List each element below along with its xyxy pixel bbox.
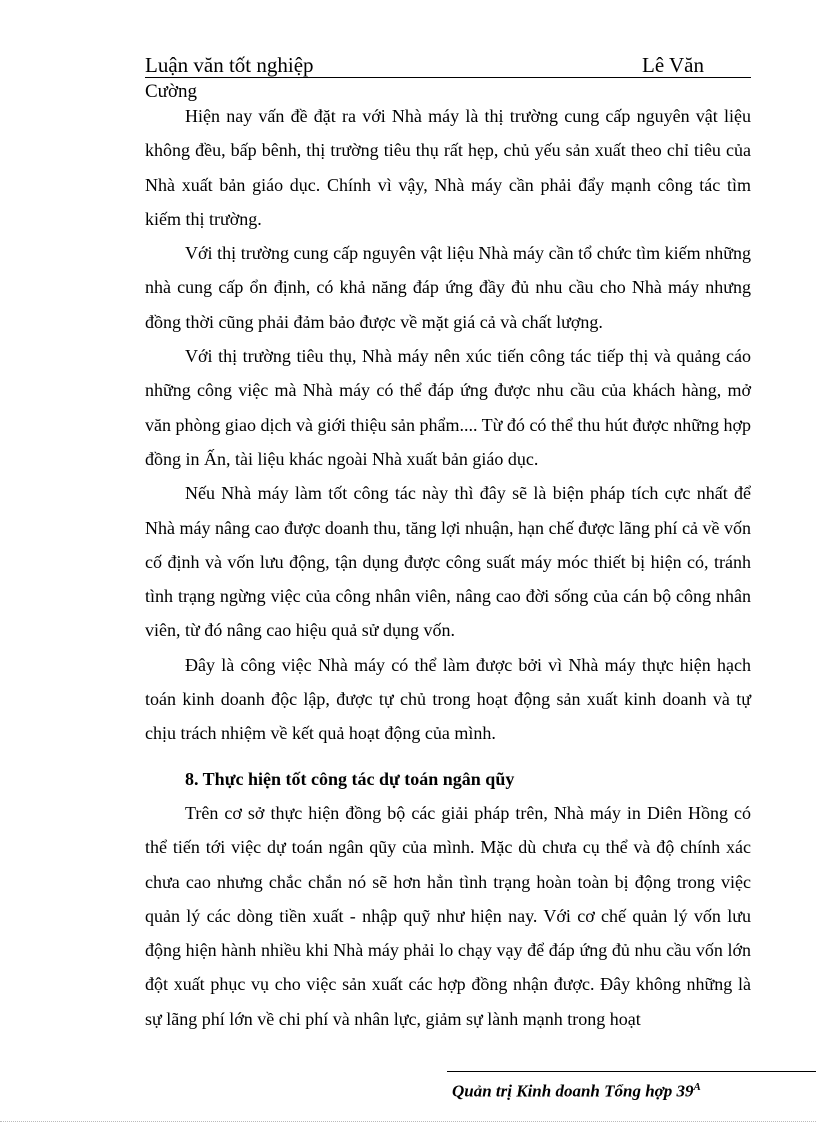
header-author-wrap: Cường xyxy=(145,81,198,102)
footer-superscript: A xyxy=(693,1081,701,1093)
footer-rule xyxy=(447,1071,816,1072)
footer-text xyxy=(452,1076,701,1103)
paragraph-4: Nếu Nhà máy làm tốt công tác này thì đây sẽ là biện pháp tích cực nhất để Nhà máy nâng cao được doanh thu, tăng lợi nhuận, hạn chế được lãng phí cả về vốn cố định và vốn lưu động, tận dụng được công suất máy móc thiết bị hiện có, tránh tình trạng ngừng việc của công nhân viên, nâng cao đời sống của cán bộ công nhân viên, từ đó nâng cao hiệu quả sử dụng vốn. xyxy=(145,483,751,641)
header-title: Luận văn tốt nghiệp xyxy=(145,53,314,77)
paragraph-5: Đây là công việc Nhà máy có thể làm được bởi vì Nhà máy thực hiện hạch toán kinh doanh độc lập, được tự chủ trong hoạt động sản xuất kinh doanh và tự chịu trách nhiệm về kết quả hoạt động của mình. xyxy=(145,654,751,744)
section-heading: 8. Thực hiện tốt công tác dự toán ngân qũy xyxy=(185,768,515,789)
body-text xyxy=(145,99,751,1036)
paragraph-2: Với thị trường cung cấp nguyên vật liệu Nhà máy cần tổ chức tìm kiếm những nhà cung cấp ổn định, có khả năng đáp ứng đầy đủ nhu cầu cho Nhà máy nhưng đồng thời cũng phải đảm bảo được về mặt giá cả và chất lượng. xyxy=(145,243,751,332)
paragraph-1: Hiện nay vấn đề đặt ra với Nhà máy là thị trường cung cấp nguyên vật liệu không đều, bấp bênh, thị trường tiêu thụ rất hẹp, chủ yếu sản xuất theo chỉ tiêu của Nhà xuất bản giáo dục. Chính vì vậy, Nhà máy cần phải đẩy mạnh công tác tìm kiếm thị trường. xyxy=(145,106,751,229)
header-author: Lê Văn xyxy=(642,53,705,77)
header-rule xyxy=(145,77,751,78)
section-paragraph: Trên cơ sở thực hiện đồng bộ các giải pháp trên, Nhà máy in Diên Hồng có thể tiến tới việc dự toán ngân qũy của mình. Mặc dù chưa cụ thể và độ chính xác chưa cao nhưng chắc chắn nó sẽ hơn hẳn tình trạng hoàn toàn bị động trong việc quản lý các dòng tiền xuất - nhập quỹ như hiện nay. Với cơ chế quản lý vốn lưu động hiện hành nhiều khi Nhà máy phải lo chạy vạy để đáp ứng đủ nhu cầu vốn lớn đột xuất phục vụ cho việc sản xuất các hợp đồng nhận được. Đây không những là sự lãng phí lớn về chi phí và nhân lực, giảm sự lành mạnh trong hoạt xyxy=(145,802,751,1029)
footer-label: Quản trị Kinh doanh Tổng hợp 39 xyxy=(452,1081,694,1101)
page-bottom-border xyxy=(0,1121,816,1122)
paragraph-3: Với thị trường tiêu thụ, Nhà máy nên xúc tiến công tác tiếp thị và quảng cáo những công việc mà Nhà máy có thể đáp ứng được nhu cầu của khách hàng, mở văn phòng giao dịch và giới thiệu sản phẩm.... Từ đó có thể thu hút được những hợp đồng in Ấn, tài liệu khác ngoài Nhà xuất bản giáo dục. xyxy=(145,346,751,469)
